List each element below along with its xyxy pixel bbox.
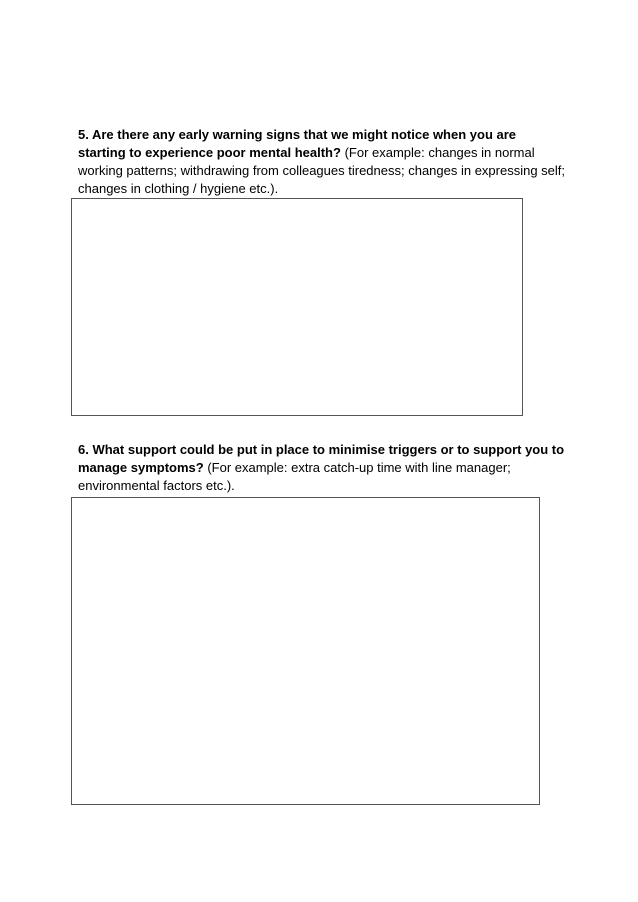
question-5-answer-box[interactable] (71, 198, 523, 416)
question-5-examples: (For example: changes in normal working patterns; withdrawing from colleagues tiredness; changes in expressing self; changes in clothing / hygiene etc.). (78, 145, 566, 196)
question-5-text (78, 126, 566, 198)
question-6-text (78, 441, 566, 495)
question-5-prompt: 5. Are there any early warning signs that we might notice when you are starting to experience poor mental health? (78, 127, 517, 160)
question-6-answer-box[interactable] (71, 497, 540, 805)
question-6-prompt: 6. What support could be put in place to minimise triggers or to support you to manage symptoms? (78, 442, 565, 475)
question-6-examples: (For example: extra catch-up time with line manager; environmental factors etc.). (78, 460, 511, 493)
